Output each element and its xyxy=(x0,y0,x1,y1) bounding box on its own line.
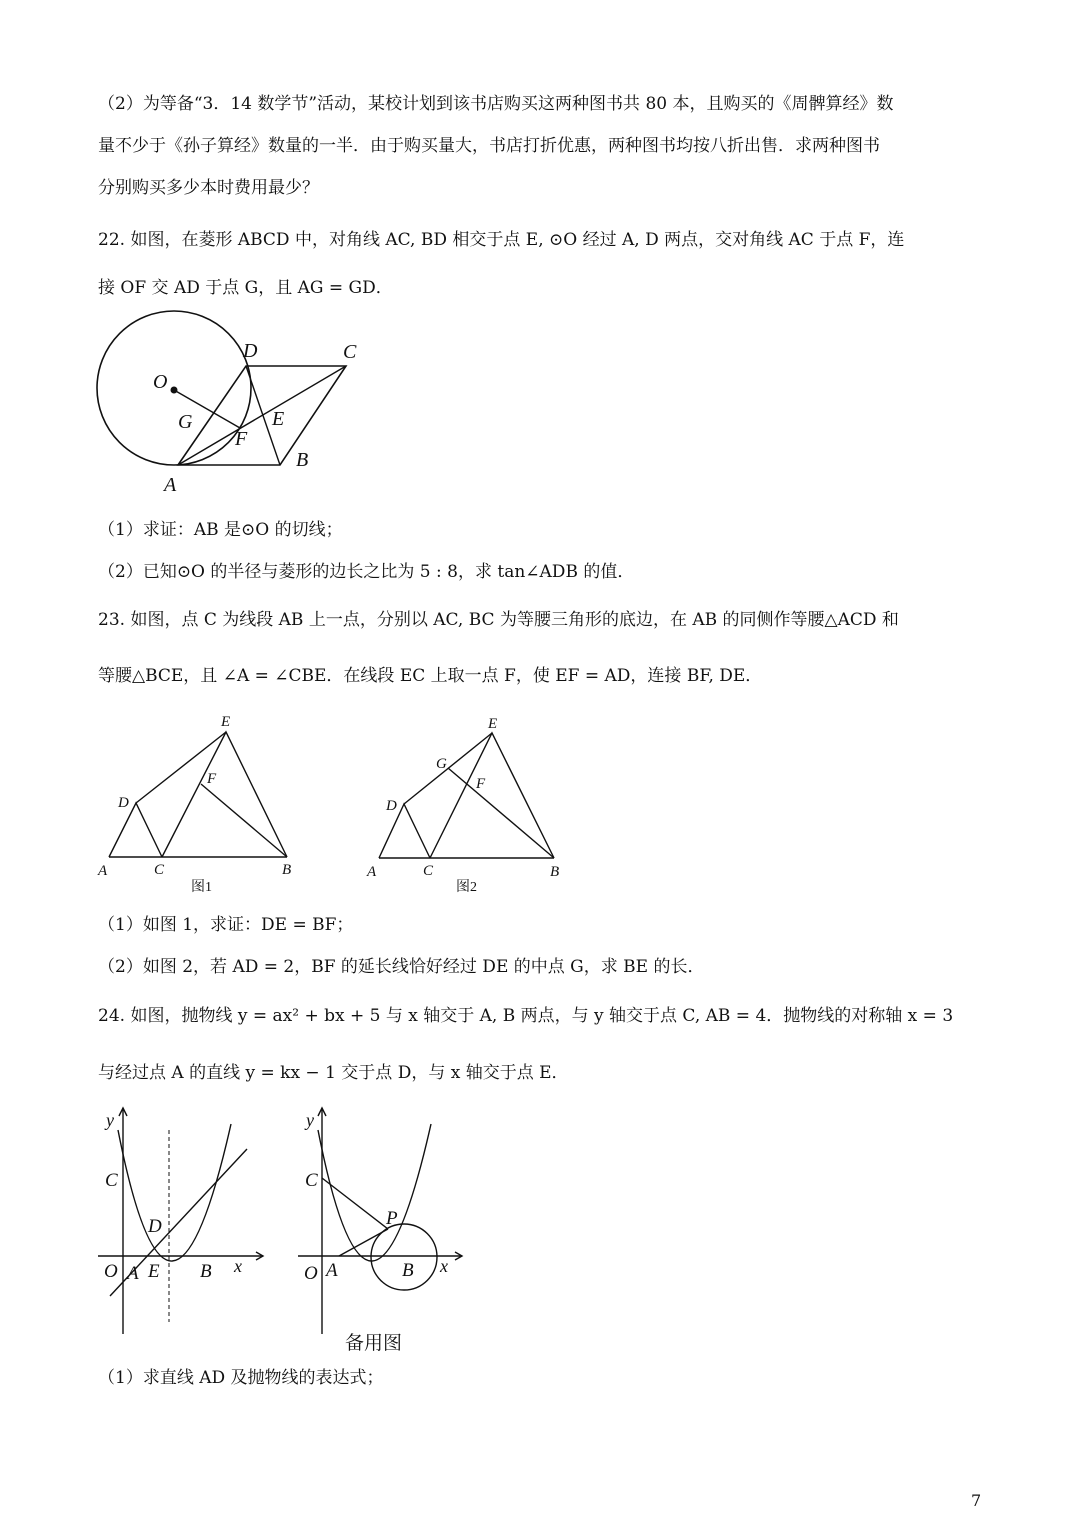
q24-part1: （1）求直线 AD 及抛物线的表达式； xyxy=(98,1368,384,1388)
label-g-2: G xyxy=(436,756,447,772)
label-c: C xyxy=(154,862,165,878)
label-d: D xyxy=(148,1216,162,1237)
label-a: A xyxy=(127,1263,139,1284)
parabola xyxy=(118,1124,231,1261)
q21-part2-line1: （2）为等备“3．14 数学节”活动，某校计划到该书店购买这两种图书共 80 本，且购买的《周髀算经》数 xyxy=(98,94,894,114)
triangle-acd xyxy=(109,803,162,857)
label-o: O xyxy=(153,371,168,393)
label-a-2: A xyxy=(326,1260,338,1281)
label-x: x xyxy=(234,1256,242,1276)
label-a-2: A xyxy=(367,864,377,880)
label-e: E xyxy=(272,408,285,430)
segment-cp xyxy=(322,1178,388,1229)
q23-part2: （2）如图 2，若 AD = 2，BF 的延长线恰好经过 DE 的中点 G，求 BE 的长． xyxy=(98,957,705,977)
label-e: E xyxy=(221,714,231,730)
q22-rhombus-figure xyxy=(90,330,380,500)
label-c-2: C xyxy=(305,1170,318,1191)
q22-part1: （1）求证：AB 是⊙O 的切线； xyxy=(98,520,343,540)
label-o-2: O xyxy=(304,1263,318,1284)
label-d: D xyxy=(118,795,129,811)
label-p: P xyxy=(386,1208,398,1229)
label-b: B xyxy=(282,862,292,878)
label-b-2: B xyxy=(550,864,560,880)
label-d-2: D xyxy=(386,798,397,814)
center-o-dot xyxy=(171,387,178,394)
label-f: F xyxy=(207,771,217,787)
label-b-2: B xyxy=(402,1260,414,1281)
label-c: C xyxy=(343,341,357,363)
segment-bg xyxy=(448,768,554,858)
q24-line2: 与经过点 A 的直线 y = kx − 1 交于点 D，与 x 轴交于点 E． xyxy=(98,1063,569,1083)
segment-bf xyxy=(201,784,287,857)
segment-de xyxy=(136,732,226,803)
label-e-2: E xyxy=(488,716,498,732)
page-number: 7 xyxy=(971,1491,982,1510)
label-g: G xyxy=(178,411,193,433)
q22-part2: （2）已知⊙O 的半径与菱形的边长之比为 5 : 8，求 tan∠ADB 的值． xyxy=(98,562,635,582)
q22-line2: 接 OF 交 AD 于点 G，且 AG = GD． xyxy=(98,278,393,298)
q24-line1: 24. 如图，抛物线 y = ax² + bx + 5 与 x 轴交于 A, B 两点，与 y 轴交于点 C, AB = 4．抛物线的对称轴 x = 3 xyxy=(98,1006,954,1026)
label-a: A xyxy=(98,863,108,879)
label-d: D xyxy=(243,340,258,362)
q23-line1: 23. 如图，点 C 为线段 AB 上一点，分别以 AC, BC 为等腰三角形的底边，在 AB 的同侧作等腰△ACD 和 xyxy=(98,610,899,630)
fig1-caption: 图1 xyxy=(191,880,212,895)
label-y-2: y xyxy=(306,1110,314,1130)
label-c: C xyxy=(105,1170,118,1191)
label-e: E xyxy=(148,1261,160,1282)
label-y: y xyxy=(106,1110,114,1130)
label-x-2: x xyxy=(440,1256,448,1276)
triangle-bce-2 xyxy=(430,733,554,858)
parabola-2 xyxy=(318,1124,431,1261)
q24-figure-main xyxy=(95,1100,275,1345)
q22-line1: 22. 如图，在菱形 ABCD 中，对角线 AC, BD 相交于点 E, ⊙O 经过 A, D 两点，交对角线 AC 于点 F，连 xyxy=(98,230,905,250)
diagonal-ac xyxy=(178,366,346,465)
q23-figure-2 xyxy=(360,712,575,897)
label-f: F xyxy=(235,428,248,450)
label-b: B xyxy=(200,1261,212,1282)
q23-line2: 等腰△BCE，且 ∠A = ∠CBE．在线段 EC 上取一点 F，使 EF = AD，连接 BF, DE． xyxy=(98,666,763,686)
label-b: B xyxy=(296,449,309,471)
q21-part2-line2: 量不少于《孙子算经》数量的一半．由于购买量大，书店打折优惠，两种图书均按八折出售．求两种图书 xyxy=(98,136,880,156)
triangle-bce xyxy=(162,732,287,857)
label-a: A xyxy=(164,474,177,496)
label-f-2: F xyxy=(476,776,486,792)
q23-figure-1 xyxy=(95,712,305,897)
q23-part1: （1）如图 1，求证：DE = BF； xyxy=(98,915,354,935)
fig2-caption: 图2 xyxy=(456,880,477,895)
label-c-2: C xyxy=(423,863,434,879)
q21-part2-line3: 分别购买多少本时费用最少？ xyxy=(98,178,319,198)
label-o: O xyxy=(104,1261,118,1282)
backup-caption: 备用图 xyxy=(345,1333,403,1354)
q24-figure-backup xyxy=(295,1100,470,1360)
